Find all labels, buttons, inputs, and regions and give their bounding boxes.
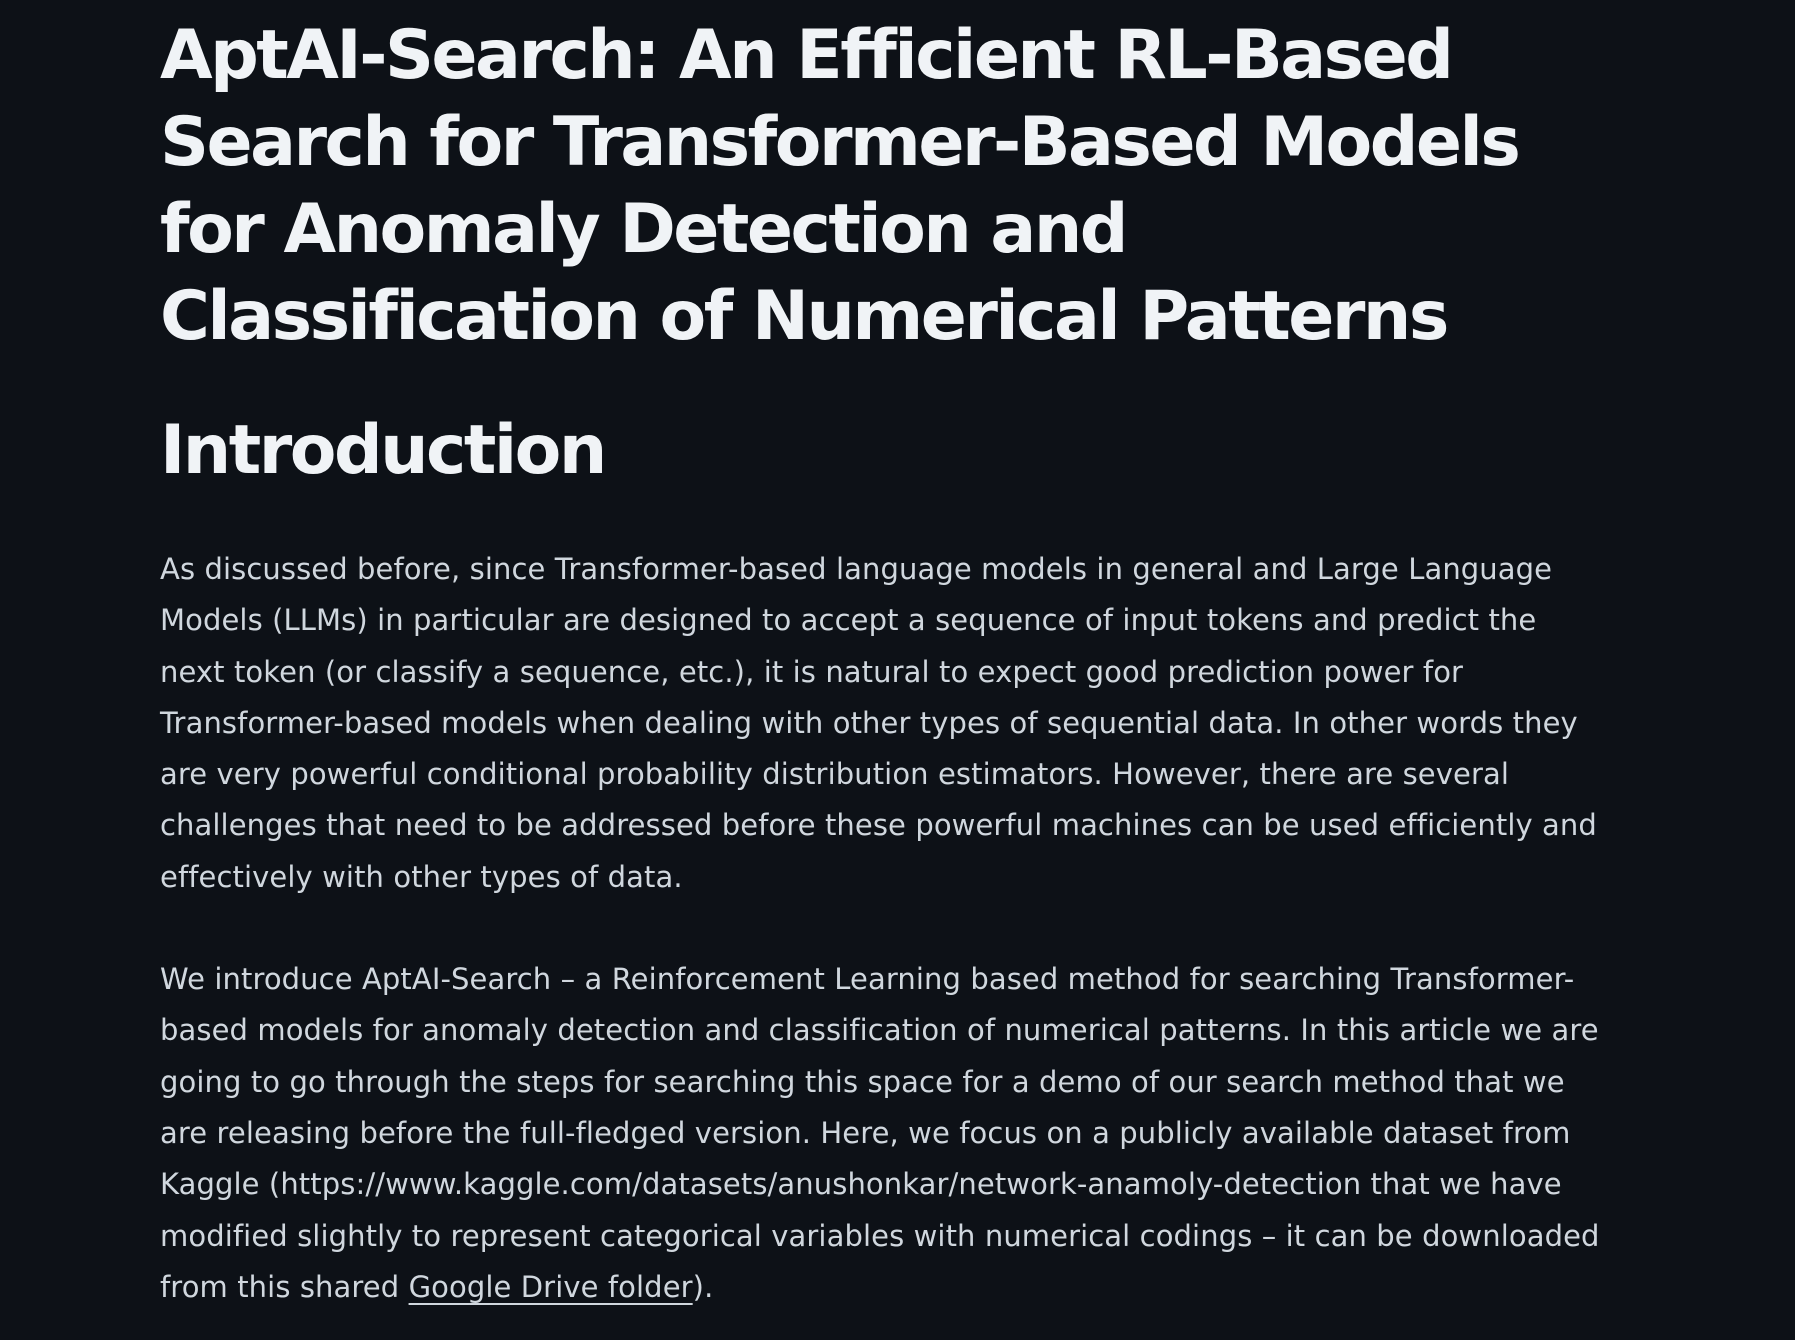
paragraph-2-closing: ). — [692, 1269, 714, 1304]
paragraph-2-text: We introduce AptAI-Search – a Reinforcement Learning based method for searching Transformer-based models for anomaly detection and classification of numerical patterns. In this article we are going to go through the steps for searching this space for a demo of our search method that we are releasing before the full-fledged version. Here, we focus on a publicly available dataset from Kaggle (https://www.kaggle.com/datasets/anushonkar/network-anamoly-detection that we have modified slightly to represent categorical variables with numerical codings – it can be downloaded from this shared — [160, 962, 1600, 1304]
article — [160, 0, 1600, 1313]
intro-paragraph-2 — [160, 954, 1610, 1313]
intro-paragraph-1: As discussed before, since Transformer-based language models in general and Large Language Models (LLMs) in particular are designed to accept a sequence of input tokens and predict the next token (or classify a sequence, etc.), it is natural to expect good prediction power for Transformer-based models when dealing with other types of sequential data. In other words they are very powerful conditional probability distribution estimators. However, there are several challenges that need to be addressed before these powerful machines can be used efficiently and effectively with other types of data. — [160, 552, 1597, 894]
section-heading-introduction: Introduction — [160, 411, 605, 490]
article-title: AptAI-Search: An Efficient RL-Based Search for Transformer-Based Models for Anomaly Detection and Classification of Numerical Patterns — [160, 16, 1519, 356]
google-drive-folder-link[interactable]: Google Drive folder — [408, 1269, 693, 1304]
